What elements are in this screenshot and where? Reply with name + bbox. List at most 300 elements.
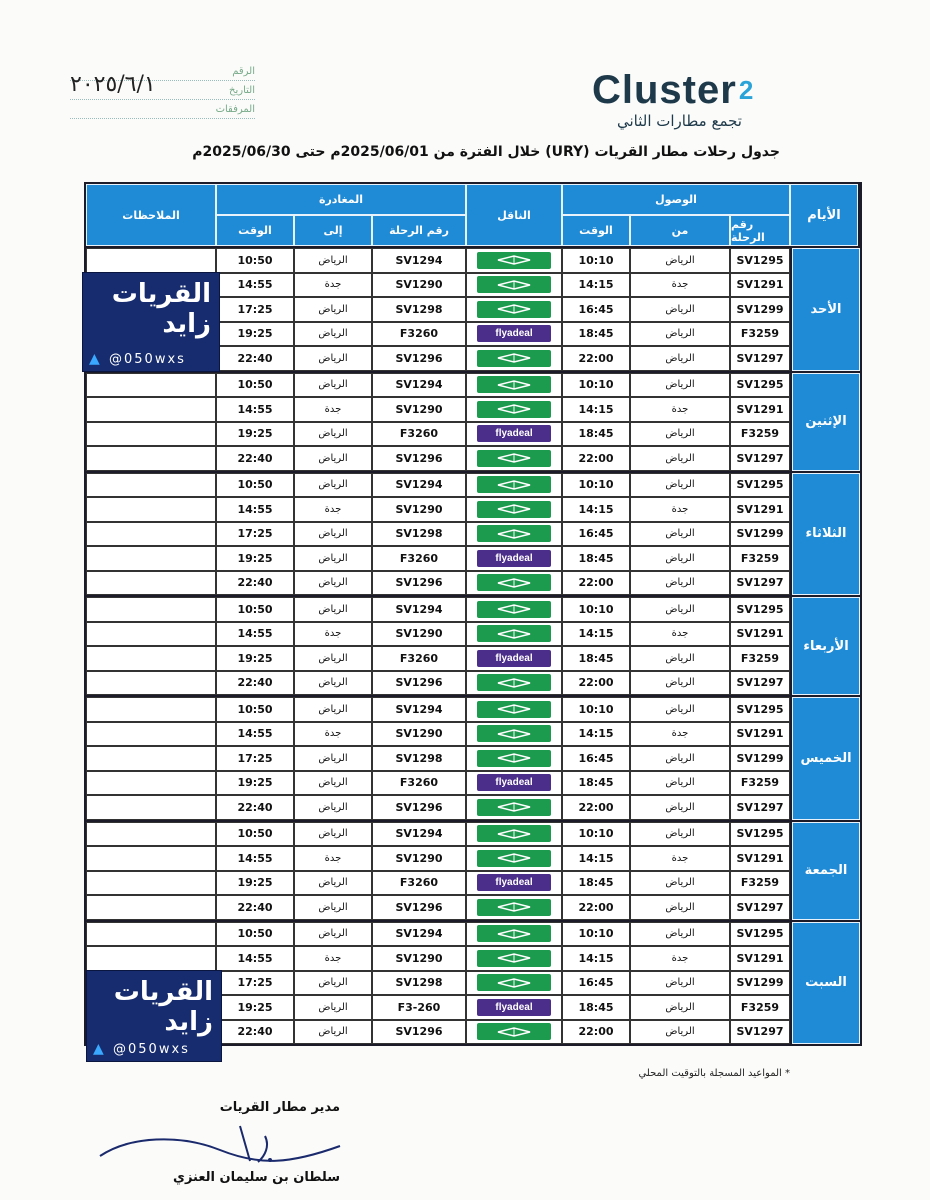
day-label: الجمعة: [792, 822, 860, 920]
saudia-logo: [477, 276, 551, 293]
departure-time: 10:50: [216, 473, 294, 498]
departure-to: الرياض: [294, 346, 372, 371]
departure-time: 22:40: [216, 671, 294, 696]
arrival-from: جدة: [630, 722, 730, 747]
departure-to: الرياض: [294, 546, 372, 571]
saudia-logo: [477, 725, 551, 742]
header-departure-to: إلى: [294, 215, 372, 246]
notes-cell: [86, 871, 216, 896]
departure-to: الرياض: [294, 771, 372, 796]
departure-flight: SV1294: [372, 473, 466, 498]
watermark-line1: القريات: [113, 977, 213, 1007]
table-row: [86, 771, 792, 796]
departure-to: الرياض: [294, 1020, 372, 1045]
departure-flight: SV1296: [372, 671, 466, 696]
day-group: [86, 820, 860, 920]
arrival-from: جدة: [630, 946, 730, 971]
table-row: [86, 746, 792, 771]
departure-time: 17:25: [216, 522, 294, 547]
notes-cell: [86, 397, 216, 422]
flyadeal-logo: flyadeal: [477, 425, 551, 442]
carrier-cell: [466, 697, 562, 722]
notes-cell: [86, 771, 216, 796]
carrier-cell: [466, 546, 562, 571]
header-days: الأيام: [790, 184, 858, 246]
carrier-cell: [466, 273, 562, 298]
arrival-flight: SV1297: [730, 571, 790, 596]
departure-to: الرياض: [294, 473, 372, 498]
arrival-flight: SV1291: [730, 397, 790, 422]
table-header: [86, 184, 860, 246]
carrier-cell: [466, 895, 562, 920]
saudia-logo: [477, 1023, 551, 1040]
arrival-from: جدة: [630, 497, 730, 522]
departure-flight: F3260: [372, 646, 466, 671]
departure-to: الرياض: [294, 995, 372, 1020]
notes-cell: [86, 422, 216, 447]
departure-to: الرياض: [294, 522, 372, 547]
table-row: [86, 422, 792, 447]
flyadeal-logo: flyadeal: [477, 325, 551, 342]
meta-attachments: المرفقات: [70, 100, 255, 119]
arrival-from: الرياض: [630, 646, 730, 671]
departure-time: 22:40: [216, 346, 294, 371]
arrival-from: الرياض: [630, 995, 730, 1020]
watermark-handle: @050wxs: [109, 352, 186, 367]
day-rows: [86, 697, 792, 820]
arrival-from: الرياض: [630, 297, 730, 322]
day-group: [86, 371, 860, 471]
arrival-from: الرياض: [630, 522, 730, 547]
table-row: [86, 522, 792, 547]
departure-to: جدة: [294, 273, 372, 298]
table-row: [86, 871, 792, 896]
arrival-time: 18:45: [562, 646, 630, 671]
arrival-from: الرياض: [630, 697, 730, 722]
arrival-flight: SV1299: [730, 971, 790, 996]
notes-cell: [86, 646, 216, 671]
notes-cell: [86, 946, 216, 971]
watermark-line2: زايد: [162, 309, 211, 339]
departure-flight: F3-260: [372, 995, 466, 1020]
departure-to: الرياض: [294, 248, 372, 273]
saudia-logo: [477, 850, 551, 867]
table-row: [86, 697, 792, 722]
header-carrier: الناقل: [466, 184, 562, 246]
arrival-from: الرياض: [630, 971, 730, 996]
notes-cell: [86, 473, 216, 498]
arrival-time: 18:45: [562, 322, 630, 347]
arrival-flight: SV1291: [730, 846, 790, 871]
departure-time: 10:50: [216, 597, 294, 622]
table-row: [86, 946, 792, 971]
carrier-cell: [466, 346, 562, 371]
arrival-time: 10:10: [562, 248, 630, 273]
arrival-time: 16:45: [562, 522, 630, 547]
carrier-cell: [466, 597, 562, 622]
meta-number: الرقم: [70, 62, 255, 81]
departure-time: 19:25: [216, 995, 294, 1020]
departure-to: الرياض: [294, 297, 372, 322]
header-arrival-group: [562, 184, 790, 246]
arrival-flight: SV1295: [730, 597, 790, 622]
handwritten-date: ٢٠٢٥/٦/١: [70, 72, 156, 97]
arrival-from: الرياض: [630, 546, 730, 571]
arrival-from: الرياض: [630, 671, 730, 696]
saudia-logo: [477, 925, 551, 942]
departure-time: 17:25: [216, 971, 294, 996]
carrier-cell: [466, 322, 562, 347]
arrival-time: 10:10: [562, 597, 630, 622]
departure-to: الرياض: [294, 697, 372, 722]
arrival-time: 22:00: [562, 571, 630, 596]
day-label: السبت: [792, 922, 860, 1045]
saudia-logo: [477, 401, 551, 418]
arrival-time: 16:45: [562, 746, 630, 771]
arrival-flight: SV1295: [730, 373, 790, 398]
arrival-time: 14:15: [562, 397, 630, 422]
notes-cell: [86, 697, 216, 722]
saudia-logo: [477, 376, 551, 393]
header-arrival-flight: رقم الرحلة: [730, 215, 790, 246]
arrival-from: الرياض: [630, 473, 730, 498]
arrival-flight: SV1291: [730, 946, 790, 971]
departure-to: الرياض: [294, 571, 372, 596]
departure-to: جدة: [294, 846, 372, 871]
arrival-flight: SV1297: [730, 1020, 790, 1045]
arrival-time: 10:10: [562, 822, 630, 847]
notes-cell: [86, 597, 216, 622]
meta-date: التاريخ: [70, 81, 255, 100]
departure-flight: SV1296: [372, 446, 466, 471]
arrival-flight: SV1295: [730, 697, 790, 722]
arrival-from: الرياض: [630, 1020, 730, 1045]
saudia-logo: [477, 825, 551, 842]
departure-to: الرياض: [294, 322, 372, 347]
departure-flight: SV1290: [372, 722, 466, 747]
arrival-from: الرياض: [630, 822, 730, 847]
table-row: [86, 646, 792, 671]
day-group: [86, 595, 860, 695]
departure-time: 17:25: [216, 297, 294, 322]
table-row: [86, 473, 792, 498]
header-departure-time: الوقت: [216, 215, 294, 246]
day-label: الخميس: [792, 697, 860, 820]
carrier-cell: [466, 622, 562, 647]
departure-time: 19:25: [216, 871, 294, 896]
departure-flight: SV1290: [372, 846, 466, 871]
departure-time: 10:50: [216, 373, 294, 398]
arrival-time: 22:00: [562, 795, 630, 820]
arrival-from: الرياض: [630, 771, 730, 796]
day-label: الثلاثاء: [792, 473, 860, 596]
notes-cell: [86, 846, 216, 871]
day-rows: [86, 473, 792, 596]
departure-flight: SV1296: [372, 571, 466, 596]
departure-time: 22:40: [216, 895, 294, 920]
departure-flight: SV1298: [372, 746, 466, 771]
departure-flight: SV1296: [372, 795, 466, 820]
table-row: [86, 671, 792, 696]
arrival-flight: F3259: [730, 646, 790, 671]
table-row: [86, 922, 792, 947]
table-row: [86, 795, 792, 820]
arrival-time: 14:15: [562, 622, 630, 647]
arrival-from: الرياض: [630, 373, 730, 398]
departure-flight: F3260: [372, 546, 466, 571]
arrival-flight: F3259: [730, 322, 790, 347]
carrier-cell: [466, 871, 562, 896]
arrival-from: الرياض: [630, 446, 730, 471]
departure-to: جدة: [294, 397, 372, 422]
departure-to: جدة: [294, 497, 372, 522]
arrival-time: 22:00: [562, 446, 630, 471]
carrier-cell: [466, 422, 562, 447]
logo-word: Cluster: [592, 68, 737, 112]
departure-to: جدة: [294, 946, 372, 971]
watermark-line2: زايد: [164, 1007, 213, 1037]
day-group: [86, 695, 860, 820]
departure-time: 17:25: [216, 746, 294, 771]
arrival-flight: F3259: [730, 546, 790, 571]
departure-time: 19:25: [216, 322, 294, 347]
carrier-cell: [466, 846, 562, 871]
table-row: [86, 622, 792, 647]
arrival-flight: SV1291: [730, 273, 790, 298]
table-row: [86, 597, 792, 622]
handwritten-signature: [90, 1116, 350, 1176]
departure-time: 22:40: [216, 571, 294, 596]
flyadeal-logo: flyadeal: [477, 999, 551, 1016]
table-row: [86, 397, 792, 422]
watermark-handle: @050wxs: [113, 1042, 190, 1057]
day-label: الأربعاء: [792, 597, 860, 695]
saudia-logo: [477, 750, 551, 767]
carrier-cell: [466, 795, 562, 820]
watermark-top: [82, 272, 220, 372]
table-row: [86, 546, 792, 571]
arrival-flight: F3259: [730, 771, 790, 796]
carrier-cell: [466, 571, 562, 596]
arrival-time: 16:45: [562, 971, 630, 996]
carrier-cell: [466, 248, 562, 273]
reference-block: [70, 62, 255, 119]
day-rows: [86, 373, 792, 471]
page-title: جدول رحلات مطار القريات (URY) خلال الفترة من 2025/06/01م حتى 2025/06/30م: [192, 144, 780, 160]
departure-to: الرياض: [294, 922, 372, 947]
departure-to: الرياض: [294, 646, 372, 671]
departure-to: جدة: [294, 622, 372, 647]
departure-time: 22:40: [216, 446, 294, 471]
signature-title: مدير مطار القريات: [219, 1100, 340, 1115]
notes-cell: [86, 895, 216, 920]
arrival-time: 10:10: [562, 922, 630, 947]
carrier-cell: [466, 971, 562, 996]
departure-time: 14:55: [216, 397, 294, 422]
departure-time: 10:50: [216, 248, 294, 273]
header-notes: الملاحظات: [86, 184, 216, 246]
departure-flight: SV1294: [372, 373, 466, 398]
saudia-logo: [477, 701, 551, 718]
arrival-time: 18:45: [562, 871, 630, 896]
notes-cell: [86, 248, 216, 273]
departure-flight: SV1290: [372, 397, 466, 422]
arrival-from: الرياض: [630, 922, 730, 947]
departure-flight: SV1298: [372, 971, 466, 996]
saudia-logo: [477, 799, 551, 816]
arrival-flight: SV1295: [730, 248, 790, 273]
saudia-logo: [477, 301, 551, 318]
carrier-cell: [466, 522, 562, 547]
flyadeal-logo: flyadeal: [477, 774, 551, 791]
arrival-time: 14:15: [562, 273, 630, 298]
arrival-flight: SV1297: [730, 795, 790, 820]
notes-cell: [86, 746, 216, 771]
carrier-cell: [466, 771, 562, 796]
notes-cell: [86, 373, 216, 398]
departure-time: 19:25: [216, 646, 294, 671]
notes-cell: [86, 522, 216, 547]
departure-to: الرياض: [294, 871, 372, 896]
notes-cell: [86, 922, 216, 947]
notes-cell: [86, 546, 216, 571]
departure-flight: F3260: [372, 422, 466, 447]
arrival-time: 22:00: [562, 671, 630, 696]
saudia-logo: [477, 350, 551, 367]
departure-flight: SV1294: [372, 922, 466, 947]
header-departure-flight: رقم الرحلة: [372, 215, 466, 246]
carrier-cell: [466, 946, 562, 971]
departure-to: الرياض: [294, 971, 372, 996]
table-row: [86, 822, 792, 847]
departure-to: الرياض: [294, 597, 372, 622]
departure-flight: SV1294: [372, 822, 466, 847]
saudia-logo: [477, 525, 551, 542]
carrier-cell: [466, 922, 562, 947]
departure-time: 10:50: [216, 922, 294, 947]
departure-flight: SV1290: [372, 622, 466, 647]
arrival-from: الرياض: [630, 871, 730, 896]
saudia-logo: [477, 974, 551, 991]
departure-to: الرياض: [294, 422, 372, 447]
carrier-cell: [466, 473, 562, 498]
footnote: * المواعيد المسجلة بالتوقيت المحلي: [638, 1068, 790, 1079]
departure-flight: F3260: [372, 871, 466, 896]
departure-time: 10:50: [216, 822, 294, 847]
flyadeal-logo: flyadeal: [477, 550, 551, 567]
departure-flight: SV1296: [372, 1020, 466, 1045]
saudia-logo: [477, 450, 551, 467]
departure-to: الرياض: [294, 822, 372, 847]
arrival-flight: SV1299: [730, 746, 790, 771]
table-row: [86, 373, 792, 398]
arrival-from: الرياض: [630, 346, 730, 371]
table-row: [86, 446, 792, 471]
departure-time: 14:55: [216, 273, 294, 298]
cluster2-logo: [592, 68, 792, 130]
twitter-bird-icon: ▲: [89, 351, 100, 367]
arrival-from: جدة: [630, 622, 730, 647]
carrier-cell: [466, 995, 562, 1020]
carrier-cell: [466, 822, 562, 847]
saudia-logo: [477, 601, 551, 618]
twitter-bird-icon: ▲: [93, 1041, 104, 1057]
arrival-time: 16:45: [562, 297, 630, 322]
arrival-from: الرياض: [630, 597, 730, 622]
saudia-logo: [477, 476, 551, 493]
arrival-flight: F3259: [730, 422, 790, 447]
table-row: [86, 722, 792, 747]
saudia-logo: [477, 574, 551, 591]
notes-cell: [86, 671, 216, 696]
arrival-from: الرياض: [630, 746, 730, 771]
notes-cell: [86, 722, 216, 747]
carrier-cell: [466, 497, 562, 522]
departure-to: الرياض: [294, 671, 372, 696]
saudia-logo: [477, 899, 551, 916]
departure-time: 14:55: [216, 622, 294, 647]
departure-time: 22:40: [216, 795, 294, 820]
arrival-flight: SV1297: [730, 446, 790, 471]
table-row: [86, 571, 792, 596]
arrival-time: 14:15: [562, 497, 630, 522]
arrival-time: 14:15: [562, 946, 630, 971]
logo-sup: 2: [738, 75, 755, 105]
departure-time: 22:40: [216, 1020, 294, 1045]
header-departure: المغادرة: [216, 184, 466, 215]
arrival-flight: SV1291: [730, 722, 790, 747]
departure-flight: SV1296: [372, 895, 466, 920]
table-row: [86, 846, 792, 871]
departure-flight: SV1294: [372, 597, 466, 622]
carrier-cell: [466, 746, 562, 771]
saudia-logo: [477, 674, 551, 691]
table-row: [86, 497, 792, 522]
flyadeal-logo: flyadeal: [477, 874, 551, 891]
day-label: الأحد: [792, 248, 860, 371]
arrival-flight: F3259: [730, 871, 790, 896]
header-arrival-from: من: [630, 215, 730, 246]
arrival-from: جدة: [630, 273, 730, 298]
day-label: الإثنين: [792, 373, 860, 471]
departure-time: 14:55: [216, 846, 294, 871]
arrival-time: 18:45: [562, 771, 630, 796]
departure-flight: SV1290: [372, 946, 466, 971]
watermark-bottom: [86, 970, 222, 1062]
departure-time: 14:55: [216, 946, 294, 971]
table-row: [86, 895, 792, 920]
arrival-time: 10:10: [562, 697, 630, 722]
saudia-logo: [477, 950, 551, 967]
arrival-from: الرياض: [630, 571, 730, 596]
saudia-logo: [477, 252, 551, 269]
header-departure-group: [216, 184, 466, 246]
signature-name: سلطان بن سليمان العنزي: [173, 1170, 340, 1185]
arrival-time: 22:00: [562, 1020, 630, 1045]
carrier-cell: [466, 1020, 562, 1045]
notes-cell: [86, 822, 216, 847]
arrival-from: الرياض: [630, 248, 730, 273]
notes-cell: [86, 571, 216, 596]
departure-flight: F3260: [372, 771, 466, 796]
notes-cell: [86, 446, 216, 471]
arrival-from: الرياض: [630, 895, 730, 920]
day-group: [86, 471, 860, 596]
arrival-time: 18:45: [562, 995, 630, 1020]
arrival-time: 18:45: [562, 546, 630, 571]
saudia-logo: [477, 501, 551, 518]
departure-flight: SV1298: [372, 522, 466, 547]
